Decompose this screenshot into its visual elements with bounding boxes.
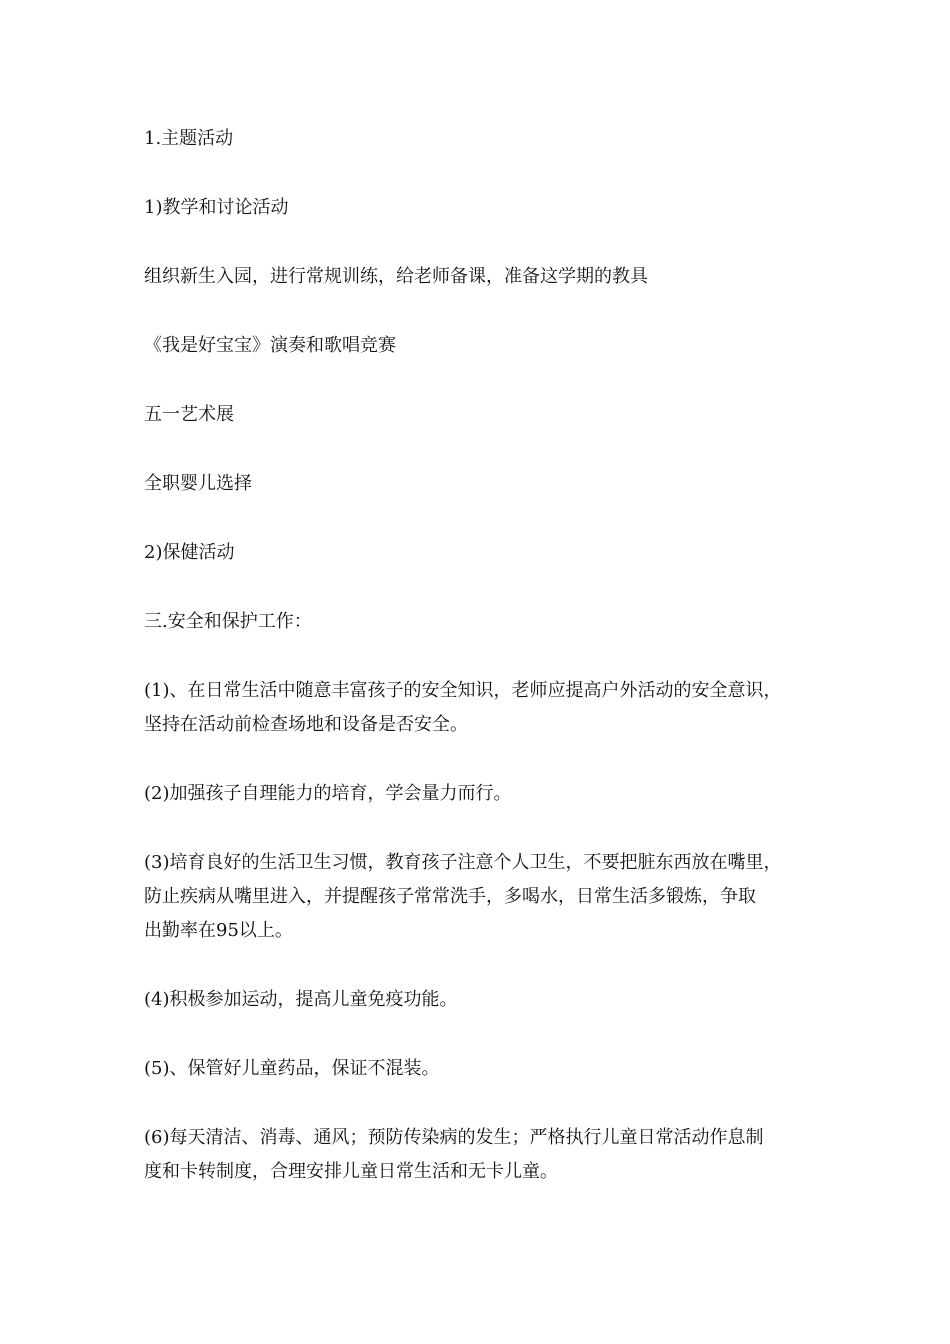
text-line: 1.主题活动 (144, 128, 234, 149)
text-line: 1)教学和讨论活动 (144, 197, 289, 218)
document-body (144, 122, 824, 1224)
text-line: 五一艺术展 (144, 404, 234, 425)
text-line: 出勤率在95以上。 (144, 920, 293, 941)
subheading-teaching-discussion (144, 191, 824, 225)
list-item-1 (144, 674, 824, 742)
paragraph (144, 329, 824, 363)
list-item-3 (144, 846, 824, 948)
text-line: 三.安全和保护工作： (144, 611, 312, 632)
text-line: (6)每天清洁、消毒、通风；预防传染病的发生；严格执行儿童日常活动作息制 (144, 1127, 764, 1148)
heading-safety-protection (144, 605, 824, 639)
paragraph (144, 467, 824, 501)
text-line: 坚持在活动前检查场地和设备是否安全。 (144, 714, 468, 735)
text-line: 全职婴儿选择 (144, 473, 252, 494)
text-line: 组织新生入园，进行常规训练，给老师备课，准备这学期的教具 (144, 266, 648, 287)
text-line: (5)、保管好儿童药品，保证不混装。 (144, 1058, 440, 1079)
text-line: (3)培育良好的生活卫生习惯，教育孩子注意个人卫生，不要把脏东西放在嘴里， (144, 852, 782, 873)
paragraph (144, 398, 824, 432)
text-line: (1)、在日常生活中随意丰富孩子的安全知识，老师应提高户外活动的安全意识， (144, 680, 782, 701)
text-line: (4)积极参加运动，提高儿童免疫功能。 (144, 989, 458, 1010)
text-line: 2)保健活动 (144, 542, 235, 563)
list-item-5 (144, 1052, 824, 1086)
text-line: 《我是好宝宝》演奏和歌唱竞赛 (144, 335, 396, 356)
list-item-4 (144, 983, 824, 1017)
text-line: 度和卡转制度，合理安排儿童日常生活和无卡儿童。 (144, 1161, 558, 1182)
list-item-2 (144, 777, 824, 811)
subheading-health-activities (144, 536, 824, 570)
text-line: 防止疾病从嘴里进入，并提醒孩子常常洗手，多喝水，日常生活多锻炼，争取 (144, 886, 756, 907)
heading-theme-activities (144, 122, 824, 156)
list-item-6 (144, 1121, 824, 1189)
paragraph (144, 260, 824, 294)
text-line: (2)加强孩子自理能力的培育，学会量力而行。 (144, 783, 512, 804)
